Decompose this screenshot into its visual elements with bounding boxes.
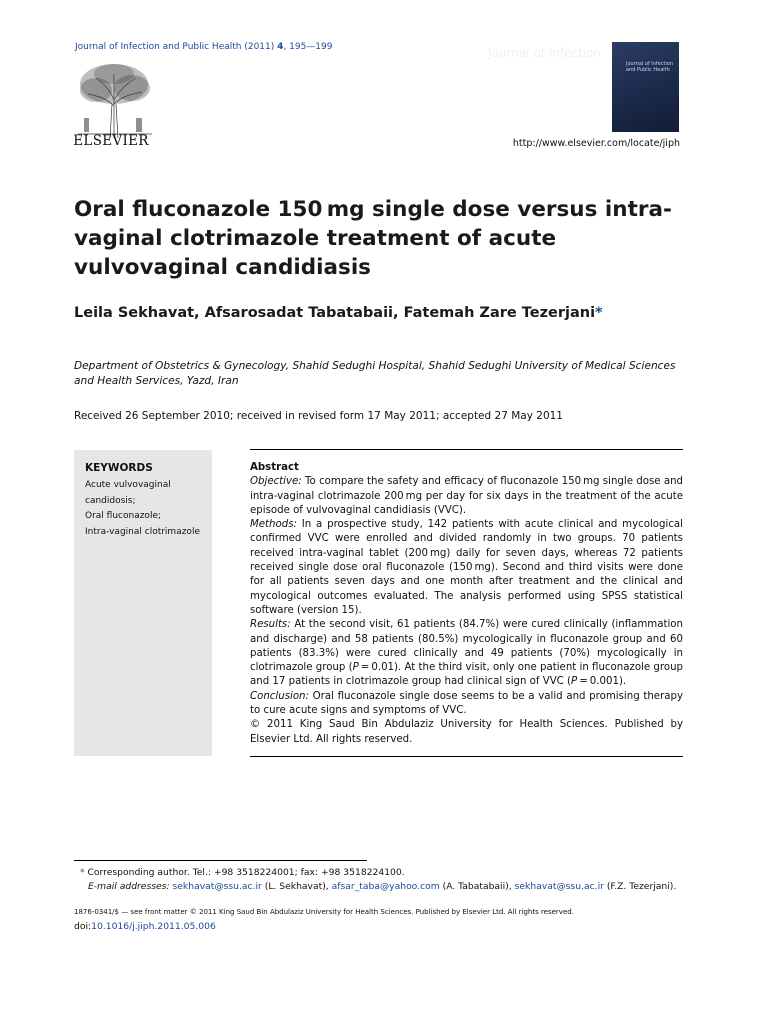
email-label: E-mail addresses:	[88, 881, 170, 892]
email-owner: (A. Tabatabaii),	[439, 881, 515, 892]
author-list	[74, 305, 603, 321]
email-owner: (L. Sekhavat),	[261, 881, 332, 892]
journal-url[interactable]: http://www.elsevier.com/locate/jiph	[512, 138, 680, 149]
elsevier-wordmark: ELSEVIER	[73, 133, 149, 149]
corresponding-author-note	[80, 866, 700, 880]
methods-label: Methods:	[250, 519, 297, 531]
abstract-results	[250, 618, 683, 689]
article-title: Oral fluconazole 150 mg single dose versus intra-vaginal clotrimazole treatment of acute vulvovaginal candidiasis	[74, 197, 672, 280]
front-matter-line: 1876-0341/$ — see front matter © 2011 King Saud Bin Abdulaziz University for Health Sciences. Published by Elsevier Ltd. All rights reserved.	[74, 908, 574, 916]
results-text: = 0.001).	[577, 676, 627, 688]
journal-citation	[75, 42, 332, 52]
affiliation: Department of Obstetrics & Gynecology, Shahid Sedughi Hospital, Shahid Sedughi University of Medical Sciences and Health Services, Yazd, Iran	[74, 360, 676, 387]
keywords-box	[74, 450, 212, 756]
authors-names: Leila Sekhavat, Afsarosadat Tabatabaii, Fatemah Zare Tezerjani	[74, 305, 596, 321]
email-addresses	[80, 880, 700, 894]
corresponding-author-marker[interactable]: *	[595, 305, 603, 321]
email-link[interactable]: sekhavat@ssu.ac.ir	[514, 881, 604, 892]
conclusion-text: Oral fluconazole single dose seems to be a valid and promising therapy to cure acute signs and symptoms of VVC.	[250, 690, 683, 717]
cover-ghost-text: Journal of Infection	[488, 46, 602, 60]
objective-label: Objective:	[250, 476, 302, 488]
abstract-conclusion	[250, 690, 683, 719]
keyword-item: Acute vulvovaginal candidosis;	[85, 480, 171, 506]
journal-cover-image	[612, 42, 679, 132]
abstract-bottom-rule	[250, 756, 683, 757]
doi-link[interactable]: 10.1016/j.jiph.2011.05.006	[91, 921, 216, 932]
conclusion-label: Conclusion:	[250, 690, 309, 702]
results-text: = 0.01). At the third visit, only one patient in fluconazole group and 17 patients in clotrimazole group had clinical sign of VVC (	[250, 662, 683, 688]
abstract-top-rule	[250, 449, 683, 450]
methods-text: In a prospective study, 142 patients with acute clinical and mycological confirmed VVC were enrolled and divided randomly in two groups. 70 patients received intra-vaginal tablet (200 mg) daily for seven days, whereas 72 patients received single dose oral fluconazole (150 mg). Second and third visits were done for all patients seven days and one month after treatment and the clinical and mycological outcomes evaluated. The analysis performed using SPSS statistical software (version 15).	[250, 519, 683, 616]
doi-line	[74, 921, 216, 932]
footnote-marker: *	[80, 867, 85, 878]
footnote-rule	[74, 860, 367, 861]
journal-pages: , 195—199	[283, 42, 333, 52]
keyword-item: Oral fluconazole;	[85, 511, 162, 521]
email-owner: (F.Z. Tezerjani).	[603, 881, 677, 892]
email-link[interactable]: afsar_taba@yahoo.com	[331, 881, 440, 892]
p-value-symbol: P	[352, 662, 359, 674]
abstract-copyright: © 2011 King Saud Bin Abdulaziz University for Health Sciences. Published by Elsevier Ltd. All rights reserved.	[250, 719, 683, 745]
abstract-heading: Abstract	[250, 462, 299, 473]
p-value-symbol: P	[571, 676, 578, 688]
keywords-list	[85, 478, 205, 540]
keywords-heading: KEYWORDS	[85, 462, 153, 474]
footnote	[80, 866, 700, 894]
results-text: At the second visit, 61 patients (84.7%) were cured clinically (inflammation and discharge) and 58 patients (80.5%) mycologically in fluconazole group and 60 patients (83.3%) were cured clinically and 49 patients (70%) mycologically in clotrimazole group (	[250, 619, 683, 674]
journal-volume: 4	[277, 42, 284, 52]
abstract	[250, 461, 683, 747]
results-label: Results:	[250, 619, 291, 631]
abstract-methods	[250, 518, 683, 618]
cover-title: Journal of Infection and Public Health	[626, 61, 674, 73]
keyword-item: Intra-vaginal clotrimazole	[85, 526, 200, 537]
doi-label: doi:	[74, 921, 92, 932]
objective-text: To compare the safety and efficacy of fluconazole 150 mg single dose and intra-vaginal clotrimazole 200 mg per day for six days in the treatment of the acute episode of vulvovaginal candidiasis (VVC).	[250, 476, 683, 516]
abstract-objective	[250, 475, 683, 518]
journal-name: Journal of Infection and Public Health (2011)	[75, 42, 278, 52]
corresponding-author-text: Corresponding author. Tel.: +98 3518224001; fax: +98 3518224100.	[84, 867, 405, 878]
email-link[interactable]: sekhavat@ssu.ac.ir	[172, 881, 262, 892]
received-dates: Received 26 September 2010; received in revised form 17 May 2011; accepted 27 May 2011	[74, 410, 563, 422]
